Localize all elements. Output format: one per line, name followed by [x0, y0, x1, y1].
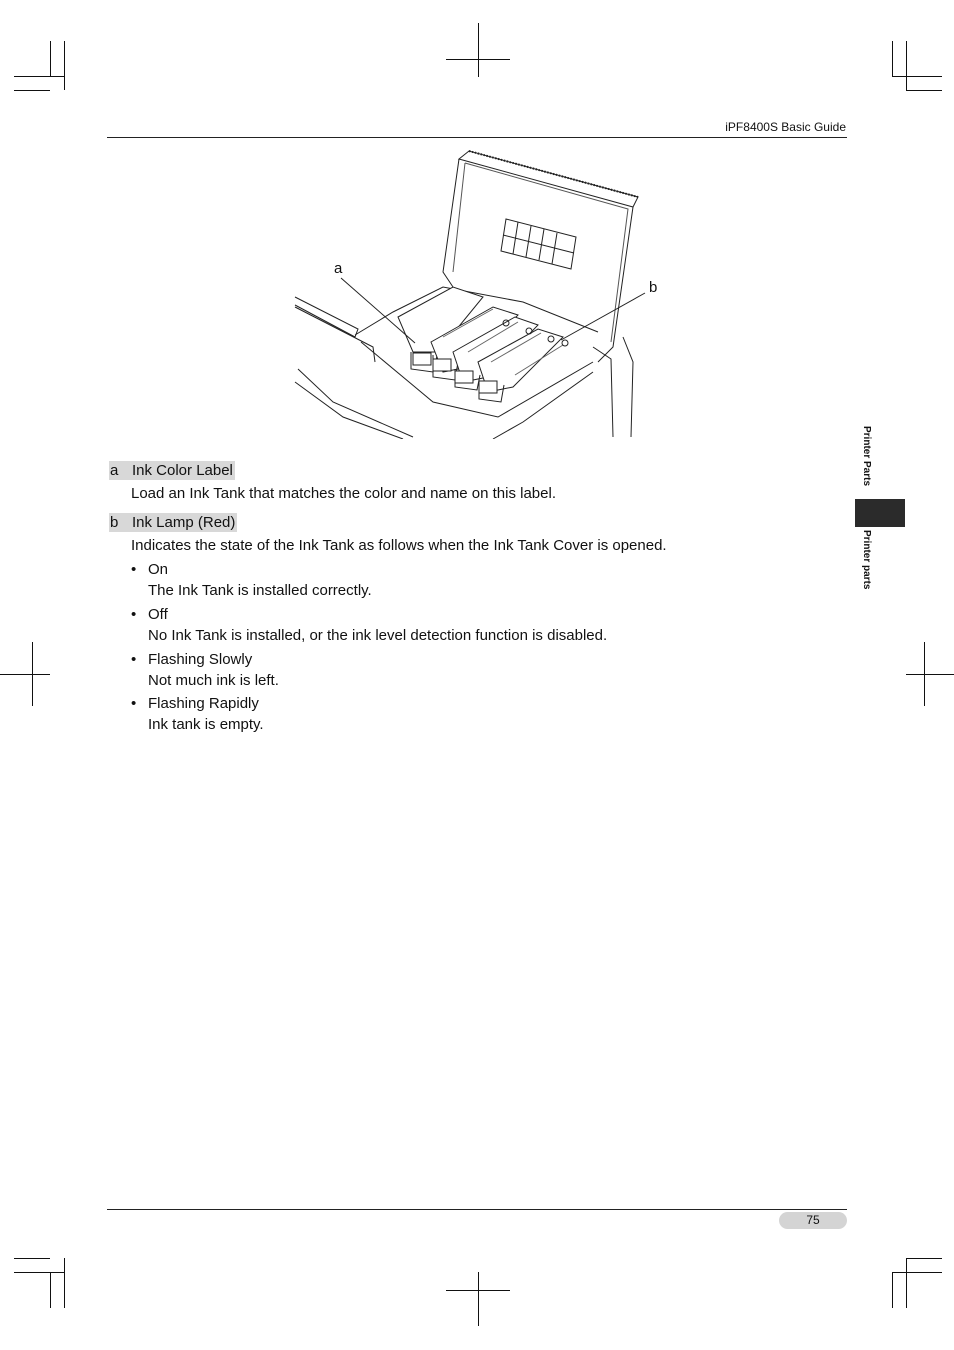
header-rule — [107, 137, 847, 138]
ink-tank-illustration — [293, 147, 658, 439]
side-tab-marker — [855, 499, 905, 527]
item-a-description: Load an Ink Tank that matches the color and name on this label. — [131, 485, 556, 502]
state-name: On — [148, 561, 169, 578]
item-b-description: Indicates the state of the Ink Tank as follows when the Ink Tank Cover is opened. — [131, 537, 667, 554]
list-bullet: • — [131, 695, 137, 712]
callout-a: a — [334, 260, 343, 277]
subsection-label: Printer parts — [861, 530, 872, 590]
state-name: Off — [148, 606, 168, 623]
callout-b: b — [649, 279, 658, 296]
item-b-heading — [109, 513, 237, 532]
side-tab-section — [852, 426, 882, 496]
list-bullet: • — [131, 651, 137, 668]
state-name: Flashing Rapidly — [148, 695, 259, 712]
state-meaning: No Ink Tank is installed, or the ink level detection function is disabled. — [148, 627, 608, 644]
item-a-heading — [109, 461, 235, 480]
side-tab-subsection — [852, 530, 882, 602]
item-a-letter: a — [110, 462, 119, 479]
state-name: Flashing Slowly — [148, 651, 253, 668]
state-meaning: Ink tank is empty. — [148, 716, 264, 733]
state-meaning: Not much ink is left. — [148, 672, 279, 689]
list-bullet: • — [131, 606, 137, 623]
item-a-title: Ink Color Label — [132, 462, 233, 479]
page-number: 75 — [779, 1212, 847, 1229]
list-bullet: • — [131, 561, 137, 578]
section-label: Printer Parts — [861, 426, 872, 487]
guide-title: iPF8400S Basic Guide — [725, 120, 846, 134]
state-meaning: The Ink Tank is installed correctly. — [148, 582, 372, 599]
item-b-title: Ink Lamp (Red) — [132, 514, 236, 531]
footer-rule — [107, 1209, 847, 1210]
item-b-letter: b — [110, 514, 119, 531]
